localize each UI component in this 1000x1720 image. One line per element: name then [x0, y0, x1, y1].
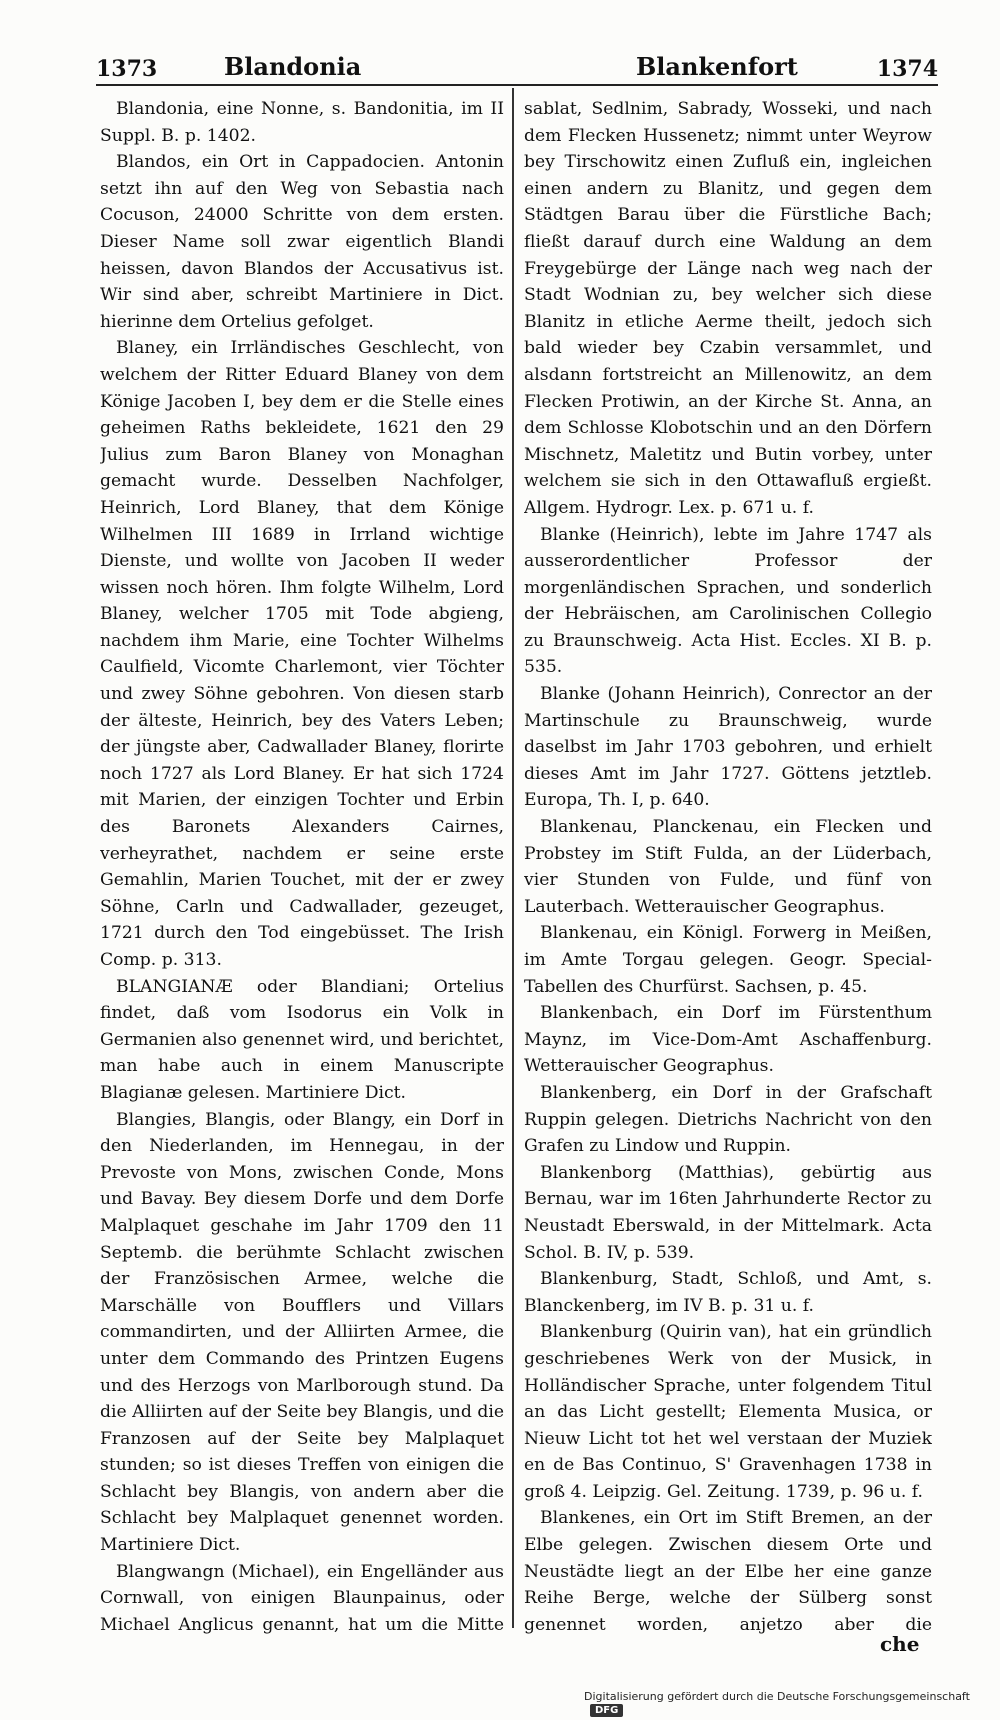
entry-blangies: Blangies, Blangis, oder Blangy, ein Dorf in den Niederlanden, im Hennegau, in der Prevoste von Mons, zwischen Conde, Mons und Bavay. Bey diesem Dorfe und dem Dorfe Malplaquet geschahe im Jahr 1709 den 11 Septemb. die berühmte Schlacht zwischen der Französischen Armee, welche die Marschälle von Boufflers und Villars commandirten, und der Alliirten Armee, die unter dem Commando des Printzen Eugens und des Herzogs von Marlborough stund. Da die Alliirten auf der Seite bey Blangis, und die Franzosen auf der Seite bey Malplaquet stunden; so ist dieses Treffen von einigen die Schlacht bey Blangis, von andern aber die Schlacht bey Malplaquet genennet worden. Martiniere Dict.: [100, 1109, 504, 1556]
entry-blankenburg-stadt: Blankenburg, Stadt, Schloß, und Amt, s. Blanckenberg, im IV B. p. 31 u. f.: [524, 1269, 932, 1316]
entry-blankenborg: Blankenborg (Matthias), gebürtig aus Bernau, war im 16ten Jahrhunderte Rector zu Neustadt Eberswald, in der Mittelmark. Acta Schol. B. IV, p. 539.: [524, 1162, 932, 1263]
column-divider: [512, 88, 514, 1628]
entry-blandos: Blandos, ein Ort in Cappadocien. Antonin setzt ihn auf den Weg von Sebastia nach Cocuson, 24000 Schritte von dem ersten. Dieser Name soll zwar eigentlich Blandi heissen, davon Blandos der Accusativus ist. Wir sind aber, schreibt Martiniere in Dict. hierinne dem Ortelius gefolget.: [100, 152, 504, 332]
entry-blankenes: Blankenes, ein Ort im Stift Bremen, an der Elbe gelegen. Zwischen diesem Orte und Neustädte liegt an der Elbe her eine ganze Reihe Berge, welche der Sülberg sonst genennet worden, anjetzo aber die: [524, 1508, 932, 1635]
entry-blangwangn: Blangwangn (Michael), ein Engelländer aus Cornwall, von einigen Blaunpainus, oder Michael Anglicus genannt, hat um die Mitte: [100, 1561, 504, 1635]
entry-blankenberg: Blankenberg, ein Dorf in der Grafschaft Ruppin gelegen. Dietrichs Nachricht von den Grafen zu Lindow und Ruppin.: [524, 1082, 932, 1157]
entry-blankenburg-quirin: Blankenburg (Quirin van), hat ein gründlich geschriebenes Werk von der Musick, in Holländischer Sprache, unter folgendem Titul an das Licht gestellt; Elementa Musica, or Nieuw Licht tot het wel verstaan der Muziek en de Bas Continuo, S' Gravenhagen 1738 in groß 4. Leipzig. Gel. Zeitung. 1739, p. 96 u. f.: [524, 1322, 932, 1502]
dfg-logo: DFG: [590, 1704, 623, 1717]
entry-blankenau-meissen: Blankenau, ein Königl. Forwerg in Meißen, im Amte Torgau gelegen. Geogr. Special-Tabellen des Churfürst. Sachsen, p. 45.: [524, 923, 932, 997]
entry-blankenbach: Blankenbach, ein Dorf im Fürstenthum Maynz, im Vice-Dom-Amt Aschaffenburg. Wetterauischer Geographus.: [524, 1003, 932, 1077]
header-keyword-left: Blandonia: [224, 52, 362, 81]
entry-blangianae: BLANGIANÆ oder Blandiani; Ortelius findet, daß vom Isodorus ein Volk in Germanien also genennet wird, und berichtet, man habe auch in einem Manuscripte Blagianæ gelesen. Martiniere Dict.: [100, 976, 504, 1103]
digitization-footer: [584, 1690, 984, 1716]
entry-blaney: Blaney, ein Irrländisches Geschlecht, von welchem der Ritter Eduard Blaney von dem Könige Jacoben I, bey dem er die Stelle eines geheimen Raths bekleidete, 1621 den 29 Julius zum Baron Blaney von Monaghan gemacht wurde. Desselben Nachfolger, Heinrich, Lord Blaney, that dem Könige Wilhelmen III 1689 in Irrland wichtige Dienste, und wollte von Jacoben II weder wissen noch hören. Ihm folgte Wilhelm, Lord Blaney, welcher 1705 mit Tode abgieng, nachdem ihm Marie, eine Tochter Wilhelms Caulfield, Vicomte Charlemont, vier Töchter und zwey Söhne gebohren. Von diesen starb der älteste, Heinrich, bey des Vaters Leben; der jüngste aber, Cadwallader Blaney, florirte noch 1727 als Lord Blaney. Er hat sich 1724 mit Marien, der einzigen Tochter und Erbin des Baronets Alexanders Cairnes, verheyrathet, nachdem er seine erste Gemahlin, Marien Touchet, mit der er zwey Söhne, Carln und Cadwallader, gezeuget, 1721 durch den Tod eingebüsset. The Irish Comp. p. 313.: [100, 338, 504, 970]
entry-blandonia: Blandonia, eine Nonne, s. Bandonitia, im II Suppl. B. p. 1402.: [100, 99, 504, 146]
running-header: [96, 52, 938, 86]
entry-blanke-heinrich: Blanke (Heinrich), lebte im Jahre 1747 als ausserordentlicher Professor der morgenländischen Sprachen, und sonderlich der Hebräischen, am Carolinischen Collegio zu Braunschweig. Acta Hist. Eccles. XI B. p. 535.: [524, 524, 932, 678]
entry-blanitz-continued: sablat, Sedlnim, Sabrady, Wosseki, und nach dem Flecken Hussenetz; nimmt unter Weyrow bey Tirschowitz einen Zufluß ein, ingleichen einen andern zu Blanitz, und gegen dem Städtgen Barau über die Fürstliche Bach; fließt darauf durch eine Waldung an dem Freygebürge der Länge nach weg nach der Stadt Wodnian zu, bey welcher sich diese Blanitz in etliche Aerme theilt, jedoch sich bald wieder bey Czabin versammlet, und alsdann fortstreicht an Millenowitz, an dem Flecken Protiwin, an der Kirche St. Anna, an dem Schlosse Klobotschin und an den Dörfern Mischnetz, Maletitz und Butin vorbey, unter welchem sie sich in den Ottawafluß ergießt. Allgem. Hydrogr. Lex. p. 671 u. f.: [524, 99, 932, 518]
header-keyword-right: Blankenfort: [636, 52, 798, 81]
page-number-left: 1373: [96, 56, 158, 82]
page-number-right: 1374: [876, 56, 938, 82]
header-rule: [96, 84, 938, 86]
right-column: [524, 96, 932, 1636]
catchword: che: [880, 1632, 920, 1656]
entry-blanke-johann: Blanke (Johann Heinrich), Conrector an der Martinschule zu Braunschweig, wurde daselbst im Jahr 1703 gebohren, und erhielt dieses Amt im Jahr 1727. Göttens jetztleb. Europa, Th. I, p. 640.: [524, 684, 932, 811]
left-column: [100, 96, 504, 1636]
footer-credit: Digitalisierung gefördert durch die Deutsche Forschungsgemeinschaft: [584, 1690, 970, 1703]
entry-blankenau-fulda: Blankenau, Planckenau, ein Flecken und Probstey im Stift Fulda, an der Lüderbach, vier Stunden von Fulde, und fünf von Lauterbach. Wetterauischer Geographus.: [524, 817, 932, 917]
